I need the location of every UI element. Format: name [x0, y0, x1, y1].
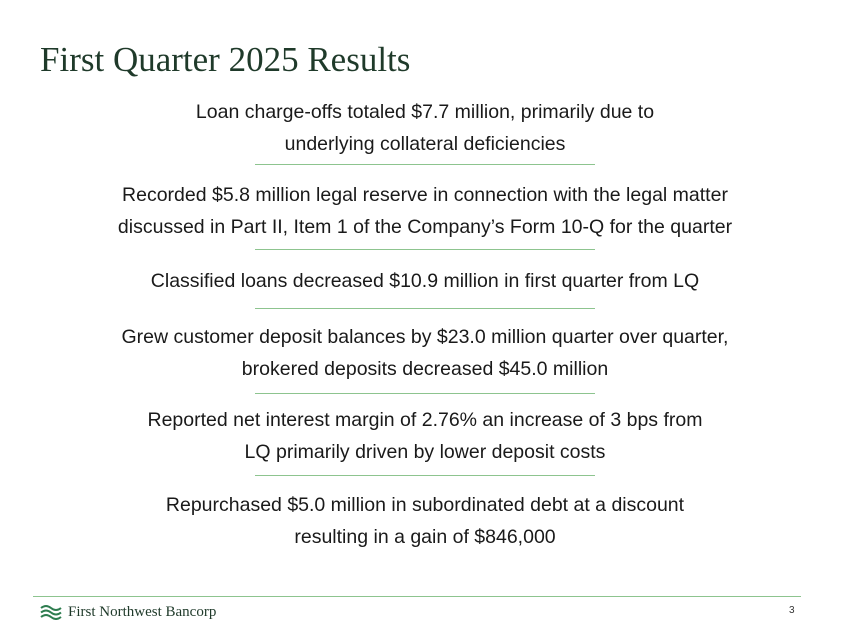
wave-lines-icon	[40, 604, 62, 620]
divider	[255, 393, 595, 394]
result-line: Recorded $5.8 million legal reserve in connection with the legal matter	[122, 184, 728, 206]
result-line: LQ primarily driven by lower deposit costs	[244, 441, 606, 463]
page-title: First Quarter 2025 Results	[40, 40, 411, 79]
results-list	[0, 96, 850, 553]
result-point	[0, 96, 850, 160]
page-number: 3	[789, 605, 795, 616]
result-line: brokered deposits decreased $45.0 million	[241, 358, 609, 380]
divider	[255, 308, 595, 309]
footer-divider	[33, 596, 801, 597]
result-point	[0, 179, 850, 243]
divider	[255, 164, 595, 165]
result-point	[0, 404, 850, 468]
result-line: Reported net interest margin of 2.76% an increase of 3 bps from	[147, 409, 703, 431]
divider	[255, 475, 595, 476]
result-line: Repurchased $5.0 million in subordinated debt at a discount	[165, 494, 685, 516]
result-line: Classified loans decreased $10.9 million in first quarter from LQ	[150, 270, 700, 292]
brand-logo	[40, 601, 216, 623]
result-point	[0, 265, 850, 297]
divider	[255, 249, 595, 250]
result-line: Loan charge-offs totaled $7.7 million, primarily due to	[195, 101, 655, 123]
brand-name: First Northwest Bancorp	[68, 603, 217, 620]
result-line: underlying collateral deficiencies	[284, 133, 566, 155]
result-line: discussed in Part II, Item 1 of the Company’s Form 10-Q for the quarter	[117, 216, 733, 238]
result-point	[0, 321, 850, 385]
result-point	[0, 489, 850, 553]
result-line: resulting in a gain of $846,000	[294, 526, 556, 548]
result-line: Grew customer deposit balances by $23.0 million quarter over quarter,	[121, 326, 729, 348]
